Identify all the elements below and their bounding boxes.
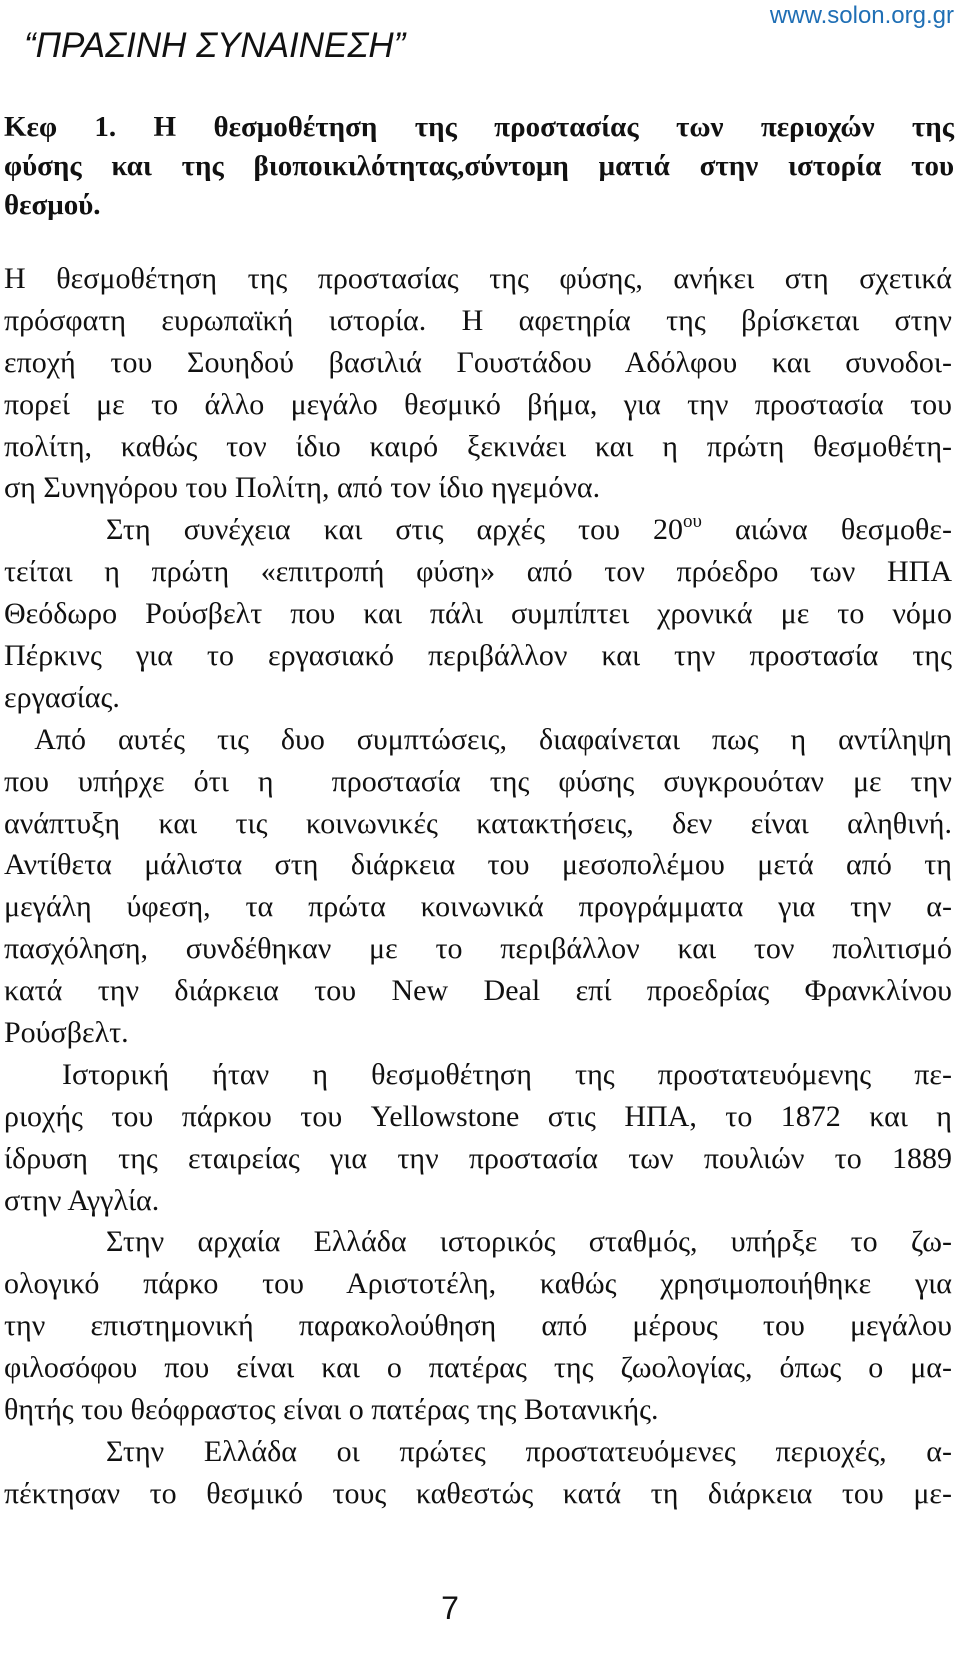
text-line: εργασίας. [4,680,120,714]
text-segment: αιώνα θεσμοθε- [701,513,952,547]
text-line: κατά την διάρκεια του New Deal επί προεδρίας Φρανκλίνου [4,974,952,1008]
text-line: πέκτησαν το θεσμικό τους καθεστώς κατά τη διάρκεια του με- [4,1476,952,1510]
text-line: Η θεσμοθέτηση της προστασίας της φύσης, ανήκει στη σχετικά [4,262,952,295]
text-line: ίδρυση της εταιρείας για την προστασία των πουλιών το 1889 [4,1141,952,1175]
header-title: “ΠΡΑΣΙΝΗ ΣΥΝΑΙΝΕΣΗ” [24,26,406,65]
text-line: πολίτη, καθώς τον ίδιο καιρό ξεκινάει και η πρώτη θεσμοθέτη- [4,429,952,463]
text-line: φιλοσόφου που είναι και ο πατέρας της ζωολογίας, όπως ο μα- [4,1351,952,1385]
text-line: Στην αρχαία Ελλάδα ιστορικός σταθμός, υπήρξε το ζω- [106,1225,952,1259]
text-line: ολογικό πάρκο του Αριστοτέλη, καθώς χρησιμοποιήθηκε για [4,1267,952,1301]
text-line: πορεί με το άλλο μεγάλο θεσμικό βήμα, για την προστασία του [4,387,952,421]
text-line: εποχή του Σουηδού βασιλιά Γουστάδου Αδόλφου και συνοδοι- [4,345,952,379]
text-line: Θεόδωρο Ρούσβελτ που και πάλι συμπίπτει χρονικά με το νόμο [4,597,952,631]
text-line: πασχόληση, συνδέθηκαν με το περιβάλλον και τον πολιτισμό [4,932,952,966]
chapter-heading-line: Κεφ 1. Η θεσμοθέτηση της προστασίας των περιοχών της [4,111,954,143]
text-line: Στην Ελλάδα οι πρώτες προστατευόμενες περιοχές, α- [106,1434,952,1468]
text-line: ριοχής του πάρκου του Yellowstone στις ΗΠΑ, το 1872 και η [4,1099,952,1133]
text-line: Ιστορική ήταν η θεσμοθέτηση της προστατευόμενης πε- [62,1057,952,1091]
text-line: Πέρκινς για το εργασιακό περιβάλλον και την προστασία της [4,639,952,673]
text-line: μεγάλη ύφεση, τα πρώτα κοινωνικά προγράμματα για την α- [4,890,952,924]
text-segment: Στη συνέχεια και στις αρχές του 20 [106,513,683,547]
chapter-heading-line: φύσης και της βιοποικιλότητας,σύντομη ματιά στην ιστορία του [4,150,954,182]
chapter-heading [4,108,954,225]
text-line: στην Αγγλία. [4,1183,160,1217]
text-line: την επιστημονική παρακολούθηση από μέρους του μεγάλου [4,1309,952,1343]
text-line: που υπήρχε ότι η προστασία της φύσης συγκρουόταν με την [4,764,952,798]
text-line: θητής του θεόφραστος είναι ο πατέρας της Βοτανικής. [4,1393,659,1427]
text-line: τείται η πρώτη «επιτροπή φύση» από τον πρόεδρο των ΗΠΑ [4,555,952,589]
text-line: Αντίθετα μάλιστα στη διάρκεια του μεσοπολέμου μετά από τη [4,848,952,882]
body-text [4,258,952,1515]
text-line [4,509,952,551]
text-line: ανάπτυξη και τις κοινωνικές κατακτήσεις, δεν είναι αληθινή. [4,806,952,840]
page-number: 7 [441,1590,459,1626]
text-line: Ρούσβελτ. [4,1016,129,1050]
chapter-heading-line: θεσμού. [4,189,101,221]
text-line: ση Συνηγόρου του Πολίτη, από τον ίδιο ηγεμόνα. [4,471,601,505]
header-url-link[interactable]: www.solon.org.gr [769,2,954,29]
text-line: πρόσφατη ευρωπαϊκή ιστορία. Η αφετηρία της βρίσκεται στην [4,303,952,337]
superscript-ordinal: ου [683,511,702,533]
text-line: Από αυτές τις δυο συμπτώσεις, διαφαίνεται πως η αντίληψη [4,722,952,756]
